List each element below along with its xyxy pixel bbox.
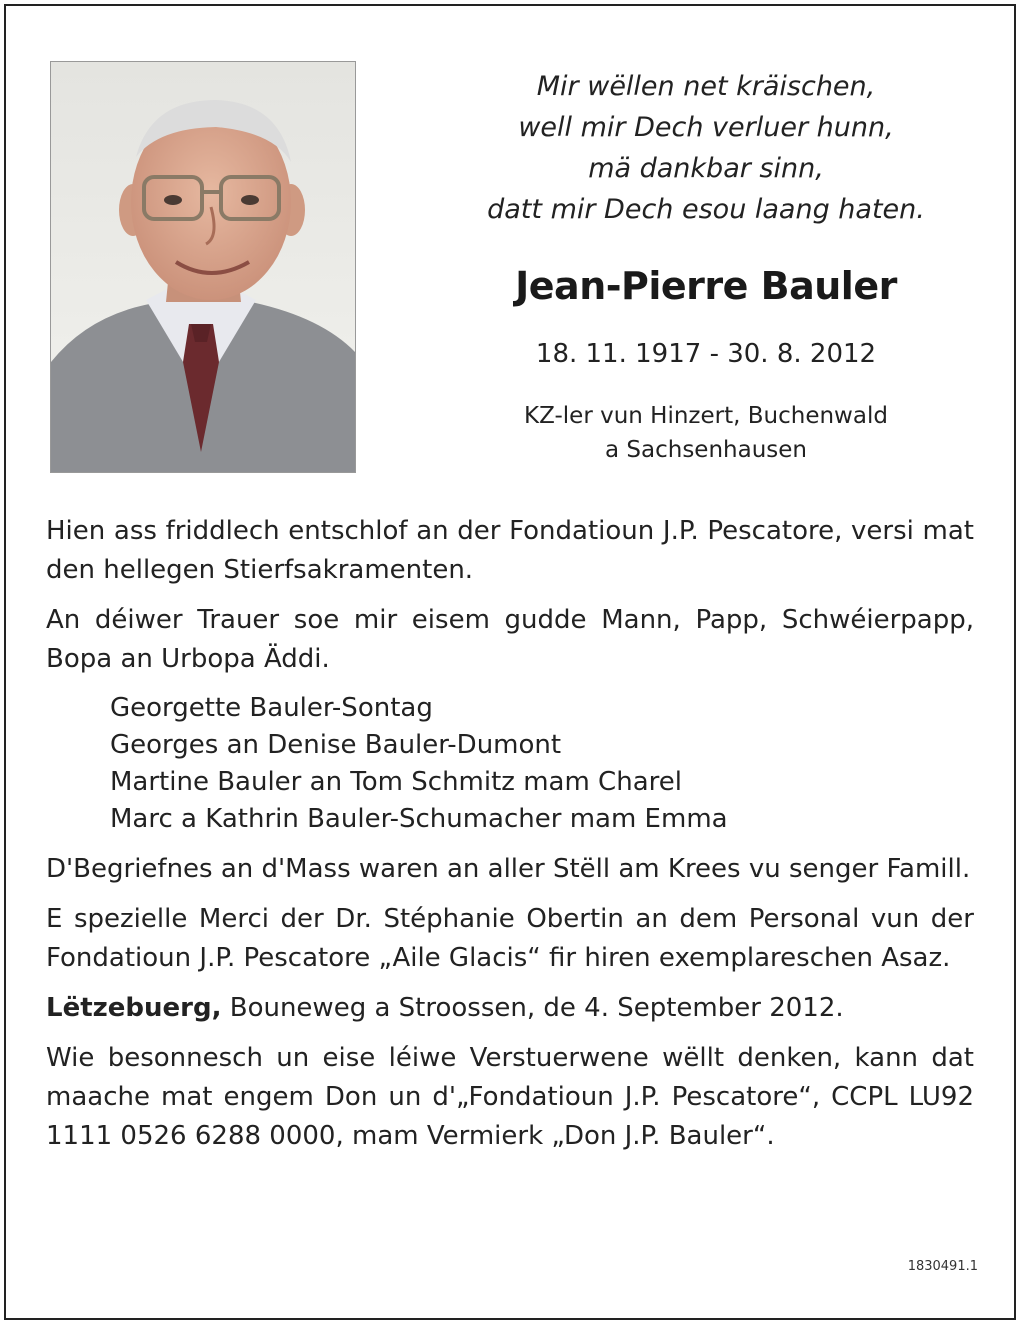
paragraph-funeral: D'Begriefnes an d'Mass waren an aller Stëll am Krees vu senger Famill.	[46, 854, 971, 884]
place-date-text: Bouneweg a Stroossen, de 4. September 2012.	[221, 993, 844, 1023]
reference-number: 1830491.1	[907, 1259, 978, 1274]
poem-line: mä dankbar sinn,	[588, 153, 824, 184]
family-member: Marc a Kathrin Bauler-Schumacher mam Emma	[110, 804, 728, 834]
deceased-name: Jean-Pierre Bauler	[515, 264, 897, 308]
paragraph-donation: Wie besonnesch un eise léiwe Verstuerwene wëllt denken, kann dat maache mat engem Don un d'„Fondatioun J.P. Pescatore“, CCPL LU92 1111 0526 6288 0000, mam Vermierk „Don J.P. Bauler“.	[46, 1043, 974, 1151]
paragraph-thanks: E spezielle Merci der Dr. Stéphanie Obertin an dem Personal vun der Fondatioun J.P. Pescatore „Aile Glacis“ fir hiren exemplareschen Asaz.	[46, 904, 974, 973]
notice-body	[46, 512, 974, 1167]
poem-line: well mir Dech verluer hunn,	[518, 112, 894, 143]
family-member: Georges an Denise Bauler-Dumont	[110, 730, 562, 760]
camps-note	[406, 399, 1006, 467]
paragraph-passing: Hien ass friddlech entschlof an der Fondatioun J.P. Pescatore, versi mat den hellegen Stierfsakramenten.	[46, 516, 974, 585]
poem-line: Mir wëllen net kräischen,	[536, 71, 876, 102]
poem	[406, 66, 1006, 230]
poem-line: datt mir Dech esou laang haten.	[487, 194, 925, 225]
paragraph-mourning: An déiwer Trauer soe mir eisem gudde Mann, Papp, Schwéierpapp, Bopa an Urbopa Äddi.	[46, 605, 974, 674]
life-dates: 18. 11. 1917 - 30. 8. 2012	[535, 339, 877, 369]
family-member: Martine Bauler an Tom Schmitz mam Charel	[110, 767, 682, 797]
portrait-photo	[50, 61, 356, 473]
place-name: Lëtzebuerg,	[46, 993, 222, 1023]
camps-line: KZ-ler vun Hinzert, Buchenwald	[524, 403, 888, 429]
camps-line: a Sachsenhausen	[605, 437, 807, 463]
place-date-line	[46, 989, 974, 1028]
family-member: Georgette Bauler-Sontag	[110, 693, 433, 723]
family-list	[110, 690, 974, 838]
